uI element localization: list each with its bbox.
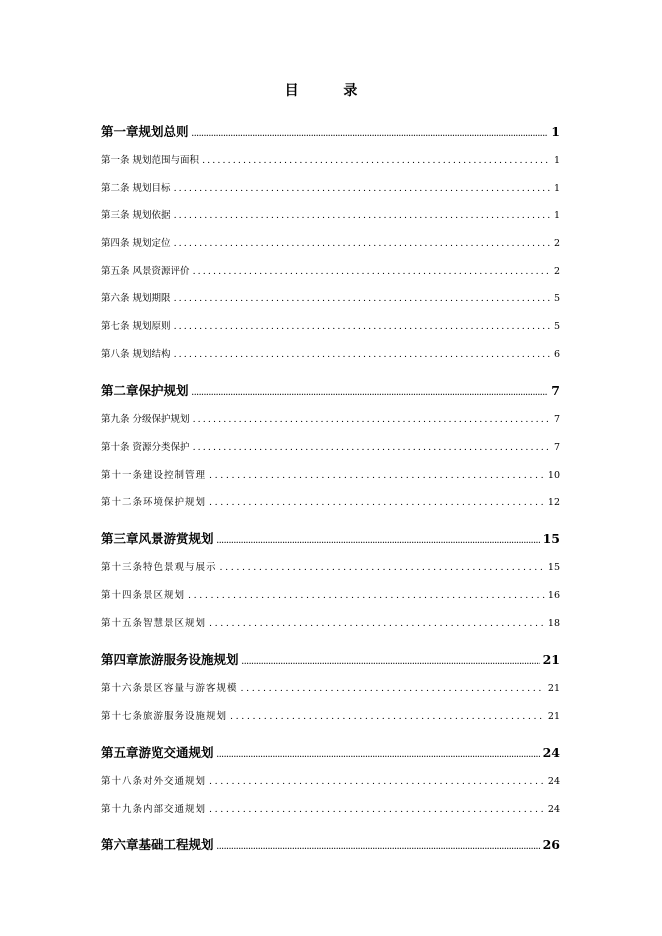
article-number: 第六条 [101,293,130,304]
article-title: 规划结构 [132,349,171,360]
dot-leader [192,383,549,397]
page-number: 16 [547,590,560,601]
chapter-number: 第一章 [101,124,139,139]
dot-leader [209,776,545,788]
page-number: 5 [553,321,560,332]
toc-article-row[interactable] [101,266,560,278]
toc-chapter-row[interactable] [101,652,560,668]
page-number: 1 [551,124,560,139]
toc-article-row[interactable] [101,183,560,195]
article-title: 风景资源评价 [132,266,190,277]
chapter-number: 第六章 [101,837,139,852]
page-number: 21 [542,652,560,667]
toc-article-row[interactable] [101,618,560,630]
article-title: 规划范围与面积 [132,155,200,166]
toc-chapter-row[interactable] [101,124,560,140]
article-title: 规划期限 [132,293,171,304]
toc-article-row[interactable] [101,442,560,454]
article-title: 环境保护规划 [143,497,207,508]
article-title: 规划依据 [132,210,171,221]
dot-leader [217,531,540,545]
toc-chapter-row[interactable] [101,745,560,761]
chapter-title: 游览交通规划 [138,745,214,760]
article-title: 智慧景区规划 [143,618,207,629]
article-number: 第二条 [101,183,130,194]
toc-article-row[interactable] [101,210,560,222]
dot-leader [242,652,540,666]
page-number: 2 [553,238,560,249]
article-number: 第十三条 [101,562,144,573]
article-number: 第十四条 [101,590,144,601]
toc-article-row[interactable] [101,683,560,695]
article-title: 对外交通规划 [143,776,207,787]
dot-leader [174,238,551,250]
page-number: 1 [553,210,560,221]
article-title: 资源分类保护 [132,442,190,453]
toc-article-row[interactable] [101,497,560,509]
article-number: 第十六条 [101,683,144,694]
toc-article-row[interactable] [101,321,560,333]
article-title: 景区规划 [143,590,186,601]
page-number: 7 [553,414,560,425]
article-title: 规划原则 [132,321,171,332]
article-number: 第三条 [101,210,130,221]
chapter-title: 旅游服务设施规划 [138,652,239,667]
page-number: 5 [553,293,560,304]
toc-chapter-row[interactable] [101,837,560,853]
article-number: 第八条 [101,349,130,360]
page-number: 24 [542,745,560,760]
dot-leader [174,183,551,195]
chapter-number: 第三章 [101,531,139,546]
dot-leader [209,470,545,482]
page-number: 21 [547,711,560,722]
dot-leader [220,562,545,574]
article-number: 第四条 [101,238,130,249]
dot-leader [174,349,551,361]
dot-leader [193,266,551,278]
dot-leader [230,711,545,723]
dot-leader [193,414,551,426]
chapter-number: 第五章 [101,745,139,760]
dot-leader [174,210,551,222]
page-number: 15 [542,531,560,546]
toc-article-row[interactable] [101,776,560,788]
article-title: 旅游服务设施规划 [143,711,228,722]
toc-chapter-row[interactable] [101,531,560,547]
toc-article-row[interactable] [101,155,560,167]
chapter-number: 第二章 [101,383,139,398]
article-number: 第十一条 [101,470,144,481]
article-number: 第七条 [101,321,130,332]
dot-leader [188,590,545,602]
chapter-number: 第四章 [101,652,139,667]
dot-leader [241,683,545,695]
article-title: 建设控制管理 [143,470,207,481]
page-number: 15 [547,562,560,573]
dot-leader [209,804,545,816]
page-number: 12 [547,497,560,508]
page-number: 26 [542,837,560,852]
chapter-title: 规划总则 [138,124,189,139]
dot-leader [217,745,540,759]
toc-article-row[interactable] [101,804,560,816]
article-number: 第十九条 [101,804,144,815]
toc-article-row[interactable] [101,238,560,250]
dot-leader [174,293,551,305]
dot-leader [209,497,545,509]
page-number: 2 [553,266,560,277]
toc-article-row[interactable] [101,414,560,426]
page-number: 18 [547,618,560,629]
toc-article-row[interactable] [101,590,560,602]
page-number: 24 [547,776,560,787]
article-number: 第一条 [101,155,130,166]
dot-leader [193,442,551,454]
article-title: 特色景观与展示 [143,562,217,573]
article-number: 第十五条 [101,618,144,629]
page-number: 6 [553,349,560,360]
article-title: 规划目标 [132,183,171,194]
chapter-title: 基础工程规划 [138,837,214,852]
page-number: 1 [553,155,560,166]
toc-article-row[interactable] [101,349,560,361]
toc-article-row[interactable] [101,562,560,574]
article-title: 景区容量与游客规模 [143,683,238,694]
toc-title: 目 录 [284,83,378,99]
article-title: 分级保护规划 [132,414,190,425]
page-number: 21 [547,683,560,694]
toc-article-row[interactable] [101,711,560,723]
article-number: 第十条 [101,442,130,453]
dot-leader [202,155,551,167]
dot-leader [209,618,545,630]
article-title: 内部交通规划 [143,804,207,815]
article-number: 第五条 [101,266,130,277]
toc-article-row[interactable] [101,470,560,482]
page-number: 10 [547,470,560,481]
chapter-title: 风景游赏规划 [138,531,214,546]
dot-leader [192,124,549,138]
dot-leader [217,837,540,851]
page-number: 7 [553,442,560,453]
page-number: 24 [547,804,560,815]
article-number: 第九条 [101,414,130,425]
chapter-title: 保护规划 [138,383,189,398]
toc-chapter-row[interactable] [101,383,560,399]
page-number: 7 [551,383,560,398]
dot-leader [174,321,551,333]
article-title: 规划定位 [132,238,171,249]
article-number: 第十七条 [101,711,144,722]
article-number: 第十二条 [101,497,144,508]
article-number: 第十八条 [101,776,144,787]
toc-article-row[interactable] [101,293,560,305]
page-number: 1 [553,183,560,194]
